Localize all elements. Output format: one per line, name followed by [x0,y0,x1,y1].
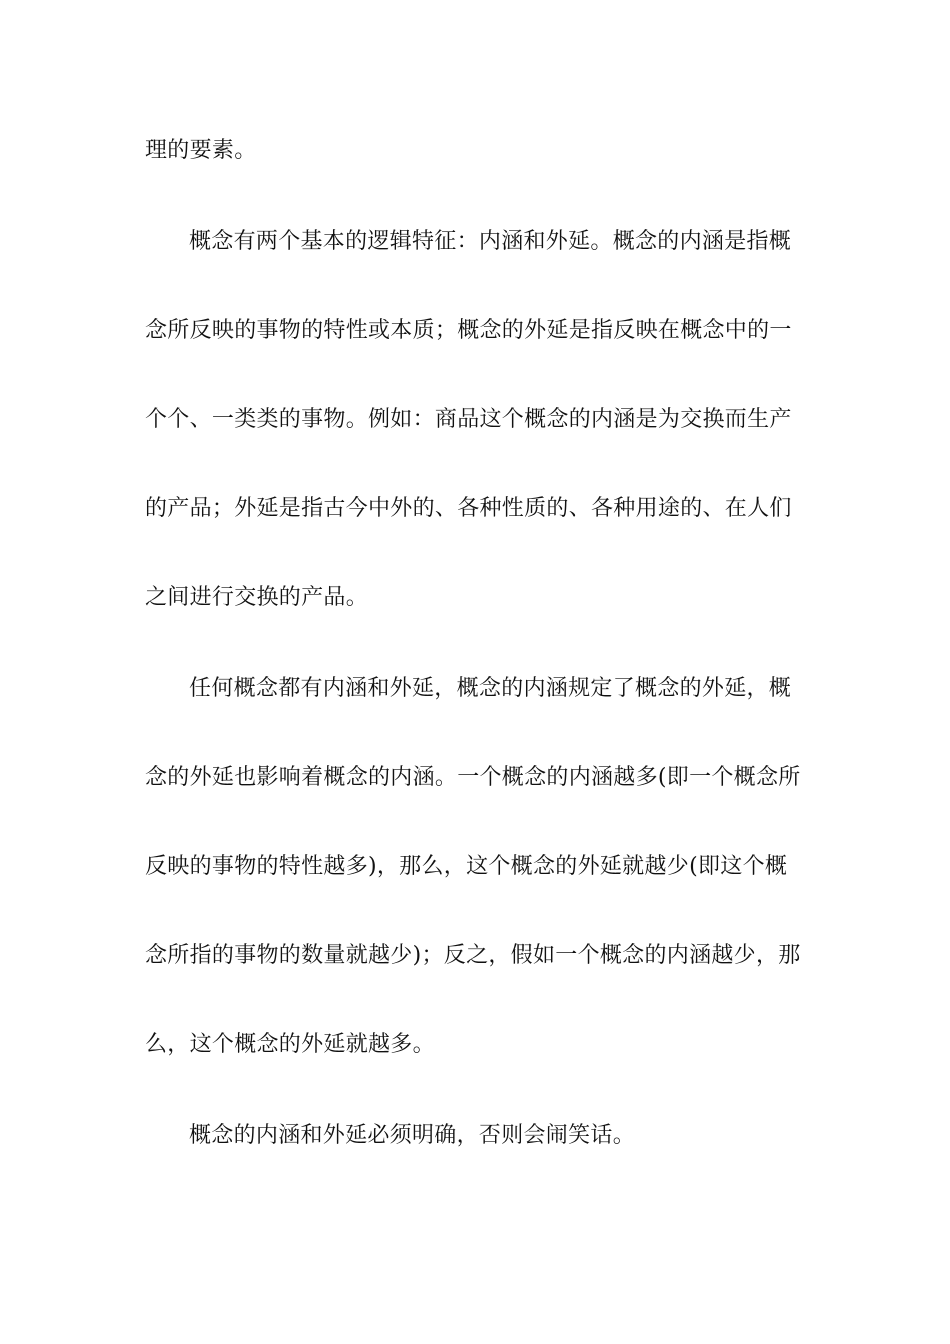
text-line: 概念的内涵和外延必须明确，否则会闹笑话。 [189,1123,636,1148]
text-line: 个个、一类类的事物。例如：商品这个概念的内涵是为交换而生产 [145,407,792,432]
text-line: 理的要素。 [145,138,257,163]
text-line: 念的外延也影响着概念的内涵。一个概念的内涵越多(即一个概念所 [145,765,801,790]
text-line: 念所指的事物的数量就越少)；反之，假如一个概念的内涵越少，那 [145,943,801,968]
text-line: 任何概念都有内涵和外延，概念的内涵规定了概念的外延，概 [189,676,792,701]
text-line: 概念有两个基本的逻辑特征：内涵和外延。概念的内涵是指概 [189,229,792,254]
text-line: 念所反映的事物的特性或本质；概念的外延是指反映在概念中的一 [145,318,792,343]
text-line: 么，这个概念的外延就越多。 [145,1032,435,1057]
text-line: 的产品；外延是指古今中外的、各种性质的、各种用途的、在人们 [145,496,792,521]
text-line: 反映的事物的特性越多)，那么，这个概念的外延就越少(即这个概 [145,854,788,879]
text-line: 之间进行交换的产品。 [145,585,369,610]
